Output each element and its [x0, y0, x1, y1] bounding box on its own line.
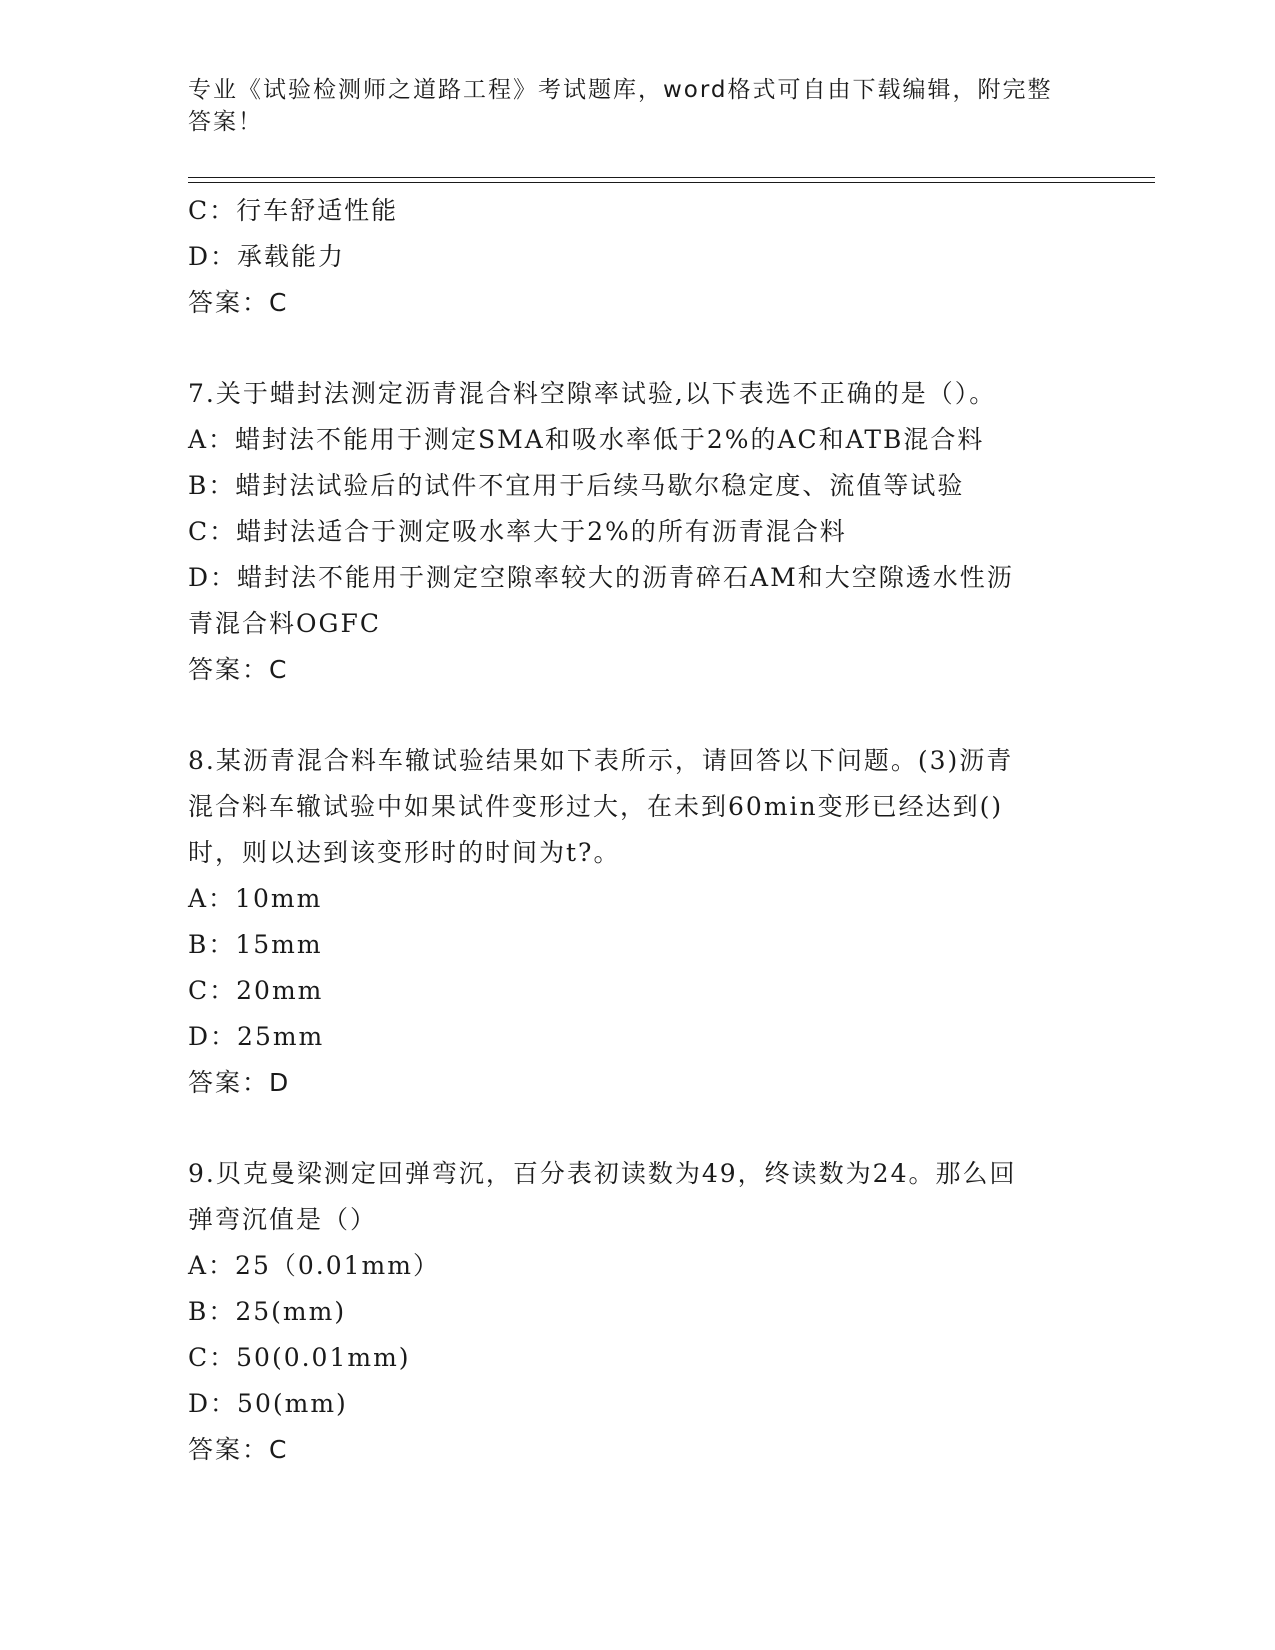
spacer: [188, 326, 1088, 371]
option-b: B：25(mm): [188, 1297, 347, 1326]
question-stem: 时，则以达到该变形时的时间为t?。: [188, 838, 621, 867]
option-c: C：蜡封法适合于测定吸水率大于2%的所有沥青混合料: [188, 517, 847, 546]
question-stem: 7.关于蜡封法测定沥青混合料空隙率试验,以下表选不正确的是（）。: [188, 379, 997, 408]
option-b: B：蜡封法试验后的试件不宜用于后续马歇尔稳定度、流值等试验: [188, 471, 965, 500]
option-a: A：10mm: [188, 884, 323, 913]
answer-line: 答案：D: [188, 1068, 291, 1097]
option-c: C：行车舒适性能: [188, 196, 399, 225]
spacer: [188, 1106, 1088, 1151]
spacer: [188, 693, 1088, 738]
option-d: D：承载能力: [188, 242, 346, 271]
question-8: [188, 738, 1068, 1106]
answer-line: 答案：C: [188, 1435, 289, 1464]
option-d: D：50(mm): [188, 1389, 348, 1418]
header-divider-top: [188, 177, 1155, 178]
answer-line: 答案：C: [188, 655, 289, 684]
document-header: 专业《试验检测师之道路工程》考试题库，word格式可自由下载编辑，附完整答案！: [188, 77, 1053, 135]
option-d: D：蜡封法不能用于测定空隙率较大的沥青碎石AM和大空隙透水性沥: [188, 563, 1014, 592]
option-c: C：50(0.01mm): [188, 1343, 411, 1372]
question-stem: 混合料车辙试验中如果试件变形过大，在未到60min变形已经达到(): [188, 792, 1004, 821]
option-a: A：25（0.01mm）: [188, 1251, 440, 1280]
question-stem: 9.贝克曼梁测定回弹弯沉，百分表初读数为49，终读数为24。那么回: [188, 1159, 1017, 1188]
header-divider-bottom: [188, 182, 1155, 183]
option-d-continuation: 青混合料OGFC: [188, 609, 381, 638]
option-a: A：蜡封法不能用于测定SMA和吸水率低于2%的AC和ATB混合料: [188, 425, 985, 454]
question-9: [188, 1151, 1068, 1473]
question-stem: 弹弯沉值是（）: [188, 1205, 378, 1234]
question-stem: 8.某沥青混合料车辙试验结果如下表所示，请回答以下问题。(3)沥青: [188, 746, 1014, 775]
question-7: [188, 371, 1068, 693]
option-b: B：15mm: [188, 930, 323, 959]
option-d: D：25mm: [188, 1022, 325, 1051]
option-c: C：20mm: [188, 976, 324, 1005]
question-list: [188, 188, 1088, 1473]
answer-line: 答案：C: [188, 288, 289, 317]
prev-question-block: [188, 188, 1088, 326]
